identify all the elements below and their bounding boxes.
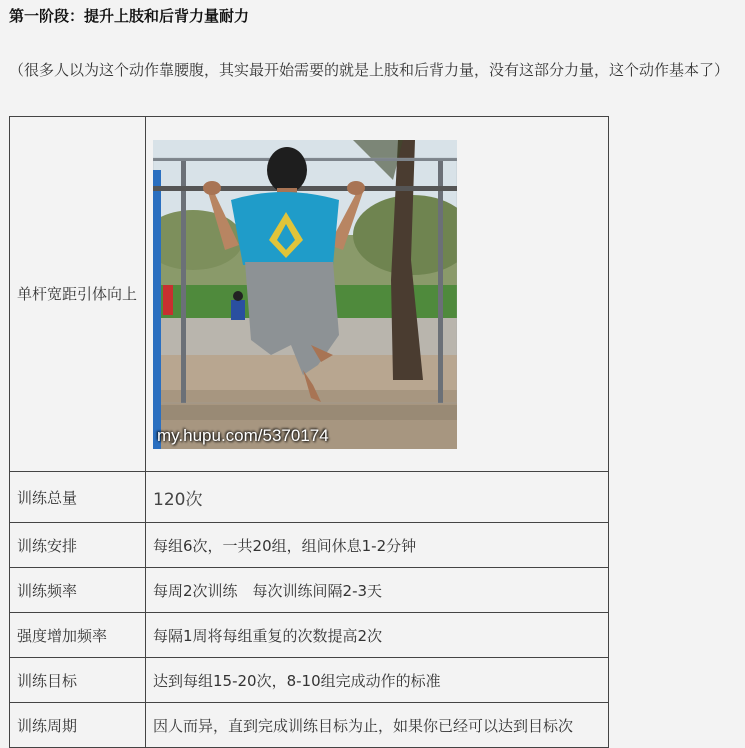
row-value-goal: 达到每组15-20次，8-10组完成动作的标准: [146, 658, 609, 703]
row-value-total: [146, 472, 609, 523]
table-row: [10, 613, 609, 658]
row-label-period: 训练周期: [10, 703, 146, 748]
row-value-period: 因人而异，直到完成训练目标为止，如果你已经可以达到目标次: [146, 703, 609, 748]
row-label-intensity: 强度增加频率: [10, 613, 146, 658]
table-row: [10, 703, 609, 748]
pull-up-photo: [153, 140, 457, 449]
row-value-intensity: 每隔1周将每组重复的次数提高2次: [146, 613, 609, 658]
row-label-schedule: 训练安排: [10, 523, 146, 568]
row-label-frequency: 训练频率: [10, 568, 146, 613]
row-label-total: 训练总量: [10, 472, 146, 523]
table-row: [10, 117, 609, 472]
table-row: [10, 658, 609, 703]
row-label-goal: 训练目标: [10, 658, 146, 703]
intro-paragraph: （很多人以为这个动作靠腰腹，其实最开始需要的就是上肢和后背力量，没有这部分力量，这个动作基本了）: [9, 61, 730, 79]
exercise-name: 单杆宽距引体向上: [10, 117, 146, 472]
table-row: [10, 472, 609, 523]
section-heading: 第一阶段：提升上肢和后背力量耐力: [9, 7, 250, 25]
image-watermark: my.hupu.com/5370174: [157, 425, 329, 445]
table-row: [10, 568, 609, 613]
total-count-value: 120次: [153, 489, 203, 510]
training-table: [9, 116, 609, 748]
table-row: [10, 523, 609, 568]
row-value-schedule: 每组6次，一共20组，组间休息1-2分钟: [146, 523, 609, 568]
row-value-frequency: 每周2次训练 每次训练间隔2-3天: [146, 568, 609, 613]
exercise-image-cell: [146, 117, 609, 472]
